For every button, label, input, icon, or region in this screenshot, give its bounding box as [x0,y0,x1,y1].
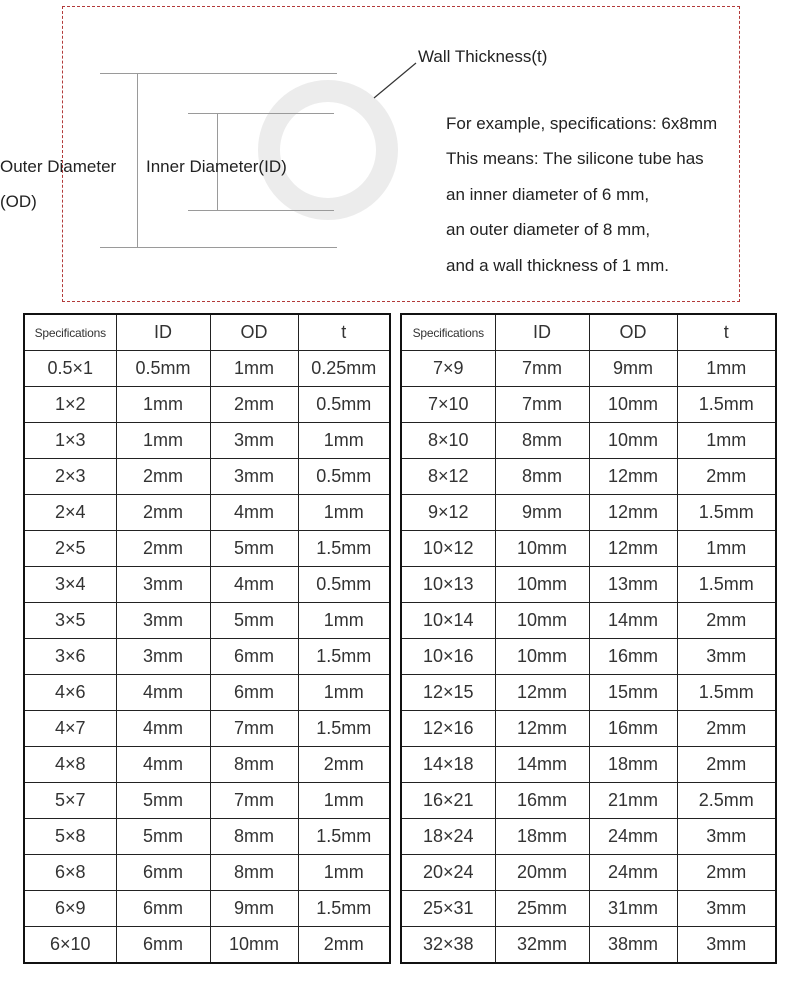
cell-od: 4mm [210,495,298,531]
cell-spec: 3×4 [24,567,116,603]
table-row [24,783,390,819]
header-specifications: Specifications [401,314,495,351]
table-row [401,927,776,964]
cell-id: 8mm [495,459,589,495]
cell-t: 1mm [298,423,390,459]
cell-id: 3mm [116,639,210,675]
cell-od: 14mm [589,603,677,639]
cell-id: 32mm [495,927,589,964]
wall-pointer [370,60,420,102]
cell-t: 3mm [677,639,776,675]
cell-spec: 3×5 [24,603,116,639]
header-od: OD [210,314,298,351]
table-row [24,927,390,964]
cell-id: 5mm [116,783,210,819]
table-row [401,351,776,387]
cell-t: 1mm [298,675,390,711]
cell-od: 31mm [589,891,677,927]
cell-od: 24mm [589,855,677,891]
cell-od: 13mm [589,567,677,603]
cell-id: 2mm [116,495,210,531]
cell-t: 2mm [677,459,776,495]
table-row [24,531,390,567]
table-row [24,819,390,855]
cell-spec: 1×3 [24,423,116,459]
cell-id: 7mm [495,387,589,423]
cell-spec: 10×12 [401,531,495,567]
table-row [401,387,776,423]
cell-id: 8mm [495,423,589,459]
spec-table-right [400,313,777,964]
cell-id: 6mm [116,927,210,964]
cell-id: 2mm [116,531,210,567]
cell-t: 1.5mm [677,495,776,531]
table-row [24,567,390,603]
table-row [24,639,390,675]
cell-t: 1.5mm [298,891,390,927]
cell-id: 12mm [495,675,589,711]
table-row [24,351,390,387]
cell-spec: 5×7 [24,783,116,819]
cell-t: 1mm [298,783,390,819]
table-row [24,423,390,459]
cell-spec: 14×18 [401,747,495,783]
id-top-line [188,113,334,114]
cell-od: 15mm [589,675,677,711]
header-id: ID [116,314,210,351]
cell-spec: 10×16 [401,639,495,675]
cell-spec: 10×14 [401,603,495,639]
cell-id: 14mm [495,747,589,783]
table-row [401,531,776,567]
cell-spec: 9×12 [401,495,495,531]
cell-t: 1.5mm [298,531,390,567]
cell-t: 2mm [677,603,776,639]
cell-od: 12mm [589,459,677,495]
cell-spec: 4×7 [24,711,116,747]
example-line: an outer diameter of 8 mm, [446,220,651,239]
cell-id: 6mm [116,891,210,927]
cell-od: 9mm [589,351,677,387]
cell-spec: 12×16 [401,711,495,747]
table-row [401,423,776,459]
cell-id: 20mm [495,855,589,891]
cell-t: 2mm [298,927,390,964]
cell-id: 0.5mm [116,351,210,387]
header-row [24,314,390,351]
table-row [401,783,776,819]
table-row [401,639,776,675]
cell-od: 6mm [210,675,298,711]
cell-id: 10mm [495,639,589,675]
cell-spec: 25×31 [401,891,495,927]
cell-id: 10mm [495,531,589,567]
header-t: t [298,314,390,351]
cell-spec: 20×24 [401,855,495,891]
cell-t: 1mm [298,855,390,891]
header-od: OD [589,314,677,351]
table-row [24,711,390,747]
table-row [401,567,776,603]
cell-t: 1.5mm [298,639,390,675]
cell-od: 9mm [210,891,298,927]
cell-id: 4mm [116,747,210,783]
cell-spec: 6×10 [24,927,116,964]
cell-od: 21mm [589,783,677,819]
cell-t: 3mm [677,927,776,964]
cell-t: 1.5mm [298,711,390,747]
cell-od: 2mm [210,387,298,423]
cell-t: 2mm [298,747,390,783]
table-row [24,495,390,531]
cell-t: 1.5mm [677,567,776,603]
cell-od: 10mm [589,423,677,459]
cell-od: 8mm [210,855,298,891]
id-bottom-line [188,210,334,211]
cell-t: 0.25mm [298,351,390,387]
od-top-line [100,73,337,74]
table-row [401,891,776,927]
header-specifications: Specifications [24,314,116,351]
cell-spec: 0.5×1 [24,351,116,387]
cell-od: 3mm [210,423,298,459]
cell-id: 3mm [116,567,210,603]
cell-od: 8mm [210,819,298,855]
cell-t: 1mm [298,495,390,531]
header-t: t [677,314,776,351]
cell-t: 0.5mm [298,567,390,603]
cell-spec: 7×10 [401,387,495,423]
od-vertical-line [137,73,138,248]
cell-spec: 10×13 [401,567,495,603]
table-row [24,855,390,891]
cell-t: 3mm [677,891,776,927]
cell-spec: 2×5 [24,531,116,567]
cell-od: 7mm [210,711,298,747]
cell-id: 25mm [495,891,589,927]
cell-spec: 12×15 [401,675,495,711]
header-id: ID [495,314,589,351]
cell-spec: 4×6 [24,675,116,711]
cell-id: 9mm [495,495,589,531]
cell-spec: 8×12 [401,459,495,495]
table-row [24,891,390,927]
cell-spec: 32×38 [401,927,495,964]
cell-id: 1mm [116,387,210,423]
cell-spec: 3×6 [24,639,116,675]
example-line: an inner diameter of 6 mm, [446,185,650,204]
cell-id: 16mm [495,783,589,819]
example-line: and a wall thickness of 1 mm. [446,256,669,275]
table-row [24,603,390,639]
cell-spec: 5×8 [24,819,116,855]
cell-id: 12mm [495,711,589,747]
cell-od: 5mm [210,531,298,567]
cell-od: 24mm [589,819,677,855]
cell-spec: 2×4 [24,495,116,531]
cell-od: 7mm [210,783,298,819]
cell-id: 6mm [116,855,210,891]
cell-t: 2mm [677,747,776,783]
wall-thickness-label: Wall Thickness(t) [418,47,548,66]
header-row [401,314,776,351]
table-row [401,711,776,747]
table-row [401,603,776,639]
table-row [24,459,390,495]
cell-od: 10mm [589,387,677,423]
table-row [401,747,776,783]
table-row [401,819,776,855]
table-row [401,675,776,711]
table-row [401,495,776,531]
spec-table-left [23,313,391,964]
cell-id: 10mm [495,567,589,603]
cell-t: 0.5mm [298,459,390,495]
cell-t: 1mm [677,531,776,567]
cell-spec: 16×21 [401,783,495,819]
cell-od: 18mm [589,747,677,783]
cell-id: 4mm [116,711,210,747]
cell-id: 7mm [495,351,589,387]
od-bottom-line [100,247,337,248]
inner-diameter-label: Inner Diameter(ID) [146,157,287,176]
cell-spec: 18×24 [401,819,495,855]
cell-spec: 6×9 [24,891,116,927]
cell-t: 1mm [298,603,390,639]
cell-od: 10mm [210,927,298,964]
cell-t: 2mm [677,855,776,891]
cell-od: 16mm [589,639,677,675]
cell-id: 18mm [495,819,589,855]
cell-od: 4mm [210,567,298,603]
table-row [24,387,390,423]
cell-od: 16mm [589,711,677,747]
table-row [401,459,776,495]
cell-id: 4mm [116,675,210,711]
example-line: For example, specifications: 6x8mm [446,114,718,133]
cell-t: 2mm [677,711,776,747]
cell-spec: 6×8 [24,855,116,891]
cell-od: 5mm [210,603,298,639]
table-row [24,747,390,783]
cell-id: 1mm [116,423,210,459]
cell-od: 1mm [210,351,298,387]
cell-od: 12mm [589,531,677,567]
cell-od: 12mm [589,495,677,531]
cell-t: 1mm [677,423,776,459]
cell-spec: 7×9 [401,351,495,387]
cell-t: 1.5mm [298,819,390,855]
example-line: This means: The silicone tube has [446,149,704,168]
cell-od: 38mm [589,927,677,964]
cell-t: 3mm [677,819,776,855]
cell-spec: 4×8 [24,747,116,783]
cell-od: 6mm [210,639,298,675]
cell-id: 3mm [116,603,210,639]
cell-id: 2mm [116,459,210,495]
cell-t: 2.5mm [677,783,776,819]
cell-od: 8mm [210,747,298,783]
cell-t: 1.5mm [677,675,776,711]
cell-t: 1mm [677,351,776,387]
table-row [24,675,390,711]
cell-id: 10mm [495,603,589,639]
outer-diameter-abbr: (OD) [0,192,37,211]
cell-t: 0.5mm [298,387,390,423]
outer-diameter-label: Outer Diameter [0,157,117,176]
cell-spec: 1×2 [24,387,116,423]
cell-id: 5mm [116,819,210,855]
cell-spec: 8×10 [401,423,495,459]
table-row [401,855,776,891]
cell-t: 1.5mm [677,387,776,423]
cell-od: 3mm [210,459,298,495]
cell-spec: 2×3 [24,459,116,495]
